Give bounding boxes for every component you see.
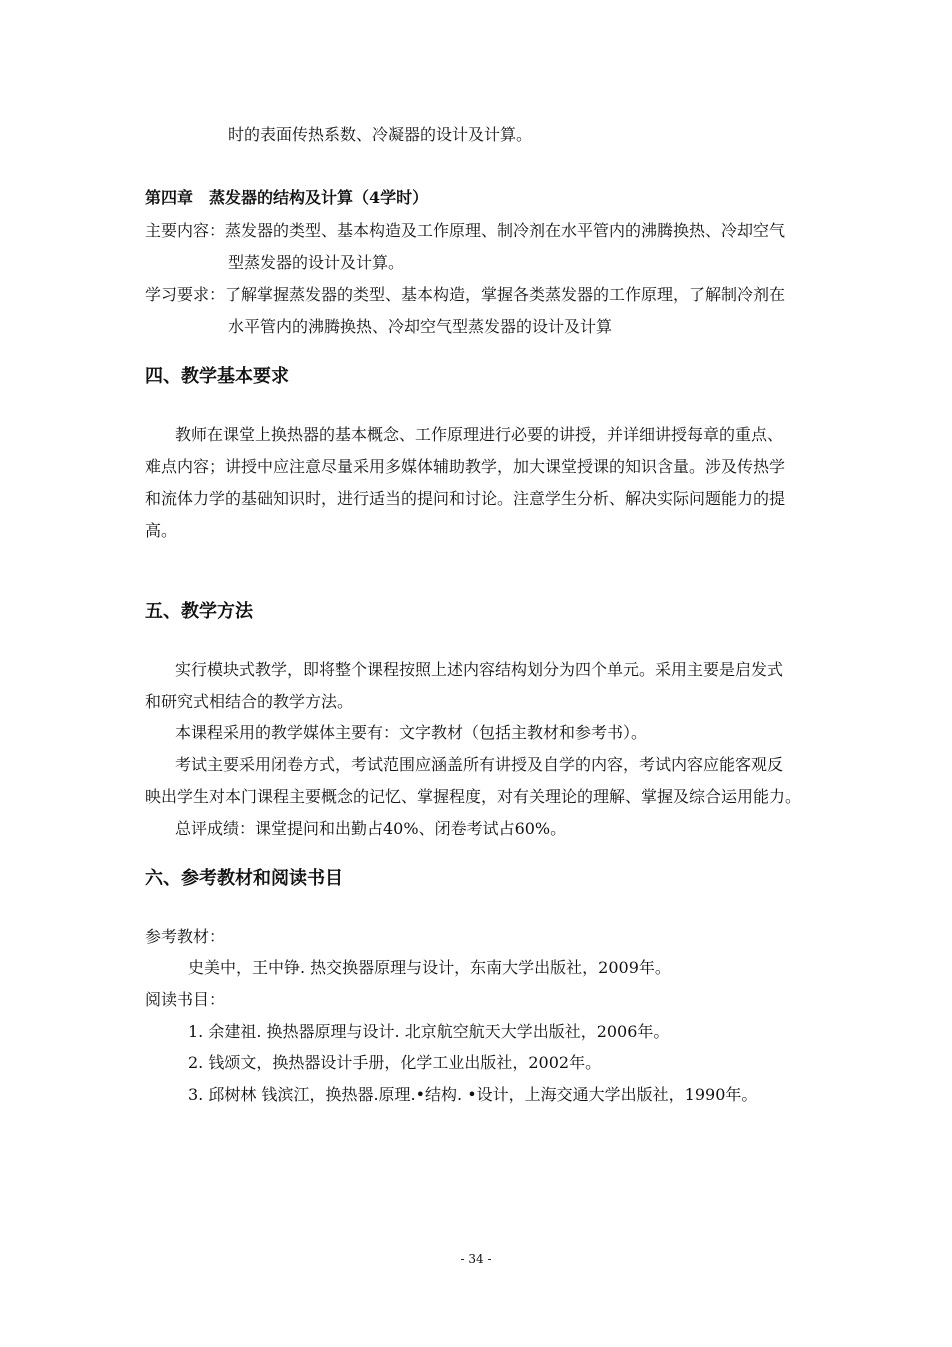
section5-para3-line1: 考试主要采用闭卷方式，考试范围应涵盖所有讲授及自学的内容，考试内容应能客观反 (175, 755, 784, 774)
section5-para3-line2: 映出学生对本门课程主要概念的记忆、掌握程度，对有关理论的理解、掌握及综合运用能力。 (145, 787, 802, 806)
chapter3-continuation: 时的表面传热系数、冷凝器的设计及计算。 (228, 125, 533, 144)
section4-para-line2: 难点内容；讲授中应注意尽量采用多媒体辅助教学，加大课堂授课的知识含量。涉及传热学 (145, 457, 786, 476)
reading-item: 2. 钱颂文，换热器设计手册，化学工业出版社，2002年。 (188, 1053, 602, 1072)
chapter4-req-line2: 水平管内的沸腾换热、冷却空气型蒸发器的设计及计算 (228, 317, 613, 336)
chapter4-title: 第四章 蒸发器的结构及计算（4学时） (145, 188, 429, 207)
section5-para4: 总评成绩：课堂提问和出勤占40%、闭卷考试占60%。 (175, 819, 567, 838)
section4-heading: 四、教学基本要求 (145, 366, 289, 387)
section5-heading: 五、教学方法 (145, 601, 253, 622)
reading-item: 3. 邱树林 钱滨江，换热器.原理.•结构. •设计，上海交通大学出版社，1990年。 (188, 1085, 758, 1104)
textbook-entry: 史美中，王中铮. 热交换器原理与设计，东南大学出版社，2009年。 (188, 958, 671, 977)
section5-para1-line2: 和研究式相结合的教学方法。 (145, 692, 354, 711)
section6-heading: 六、参考教材和阅读书目 (145, 868, 343, 889)
section5-para1-line1: 实行模块式教学，即将整个课程按照上述内容结构划分为四个单元。采用主要是启发式 (175, 660, 784, 679)
reading-item: 1. 余建祖. 换热器原理与设计. 北京航空航天大学出版社，2006年。 (188, 1022, 670, 1041)
section4-para-line3: 和流体力学的基础知识时，进行适当的提问和讨论。注意学生分析、解决实际问题能力的提 (145, 489, 786, 508)
chapter4-content-line1: 主要内容：蒸发器的类型、基本构造及工作原理、制冷剂在水平管内的沸腾换热、冷却空气 (145, 221, 786, 240)
section4-para-line1: 教师在课堂上换热器的基本概念、工作原理进行必要的讲授，并详细讲授每章的重点、 (175, 425, 784, 444)
chapter4-content-line2: 型蒸发器的设计及计算。 (228, 253, 405, 272)
section5-para2: 本课程采用的教学媒体主要有：文字教材（包括主教材和参考书）。 (175, 723, 648, 742)
page-number: - 34 - (460, 1252, 492, 1266)
textbook-label: 参考教材： (145, 927, 226, 946)
chapter4-req-line1: 学习要求：了解掌握蒸发器的类型、基本构造，掌握各类蒸发器的工作原理，了解制冷剂在 (145, 285, 786, 304)
reading-label: 阅读书目： (145, 990, 226, 1009)
section4-para-line4: 高。 (145, 521, 178, 540)
